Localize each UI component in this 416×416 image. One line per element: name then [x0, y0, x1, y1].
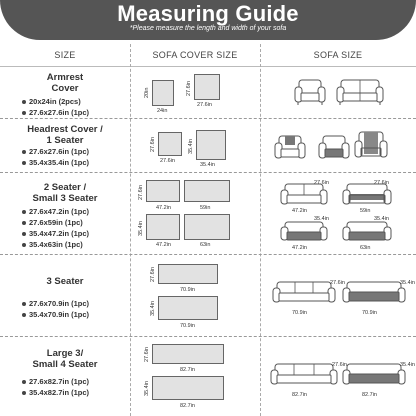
- row-title-line: 2 Seater /: [43, 182, 87, 193]
- cover-dim-label: 20in: [144, 87, 150, 98]
- sofa-dim-label: 35.4in: [400, 362, 415, 368]
- row-divider: [0, 254, 416, 255]
- cover-dim-label: 35.4in: [188, 139, 194, 154]
- row-title-3-seater: [0, 276, 130, 287]
- cover-dim-label: 35.4in: [200, 162, 215, 168]
- header-banner: [0, 0, 416, 40]
- loveseat-covered-icon: [342, 220, 392, 244]
- cover-dim-label: 27.6in: [138, 185, 144, 200]
- sofa-dim-label: 47.2in: [292, 208, 307, 214]
- cover-swatch: [196, 130, 226, 160]
- sofa-dim-label: 35.4in: [374, 216, 389, 222]
- cover-dim-label: 70.9in: [180, 287, 195, 293]
- row-title-2-seater: [0, 182, 130, 204]
- size-list: [22, 376, 89, 398]
- page-title: Measuring Guide: [117, 1, 299, 26]
- sofa-dim-label: 35.4in: [400, 280, 415, 286]
- armchair-icon: [294, 78, 326, 106]
- sofa-dim-label: 70.9in: [292, 310, 307, 316]
- sofa-dim-label: 59in: [360, 208, 371, 214]
- armchair-headrest-icon: [274, 134, 306, 162]
- cover-swatch: [184, 180, 230, 202]
- armchair-icon: [318, 134, 350, 162]
- cover-dim-label: 82.7in: [180, 403, 195, 409]
- column-divider-2: [260, 44, 261, 416]
- cover-dim-label: 27.6in: [150, 267, 156, 282]
- size-item: 27.6x47.2in (1pc): [22, 206, 89, 217]
- three-seater-icon: [272, 280, 336, 306]
- four-seater-covered-icon: [342, 362, 406, 388]
- page-subtitle: *Please measure the length and width of your sofa: [129, 25, 287, 32]
- row-title-line: 1 Seater: [46, 135, 84, 146]
- cover-dim-label: 82.7in: [180, 367, 195, 373]
- row-title-line: Small 4 Seater: [32, 359, 98, 370]
- cover-dim-label: 35.4in: [150, 301, 156, 316]
- cover-swatch: [158, 132, 182, 156]
- sofa-dim-label: 27.6in: [314, 180, 329, 186]
- row-title-headrest: [0, 124, 130, 146]
- size-list: [22, 96, 89, 118]
- size-item: 27.6x70.9in (1pc): [22, 298, 89, 309]
- row-title-line: 3 Seater: [46, 276, 84, 287]
- cover-dim-label: 63in: [200, 242, 211, 248]
- cover-dim-label: 27.6in: [150, 137, 156, 152]
- sofa-dim-label: 47.2in: [292, 245, 307, 251]
- column-header-size: SIZE: [54, 50, 76, 60]
- four-seater-icon: [270, 362, 338, 388]
- loveseat-icon: [336, 78, 384, 106]
- cover-dim-label: 24in: [157, 108, 168, 114]
- size-item: 27.6x27.6in (1pc): [22, 146, 89, 157]
- row-divider: [0, 118, 416, 119]
- size-item: 20x24in (2pcs): [22, 96, 89, 107]
- sofa-dim-label: 70.9in: [362, 310, 377, 316]
- column-header-sofa: SOFA SIZE: [313, 50, 363, 60]
- row-title-line: Armrest: [46, 72, 84, 83]
- cover-swatch: [184, 214, 230, 240]
- sofa-dim-label: 27.6in: [332, 362, 347, 368]
- cover-dim-label: 35.4in: [138, 221, 144, 236]
- cover-swatch: [152, 80, 174, 106]
- three-seater-covered-icon: [342, 280, 406, 306]
- cover-dim-label: 27.6in: [160, 158, 175, 164]
- cover-swatch: [158, 296, 218, 320]
- sofa-dim-label: 27.6in: [330, 280, 345, 286]
- cover-dim-label: 35.4in: [144, 381, 150, 396]
- size-list: [22, 298, 89, 320]
- size-item: 35.4x70.9in (1pc): [22, 309, 89, 320]
- size-item: 27.6x82.7in (1pc): [22, 376, 89, 387]
- sofa-dim-label: 63in: [360, 245, 371, 251]
- cover-dim-label: 70.9in: [180, 323, 195, 329]
- size-item: 35.4x63in (1pc): [22, 239, 89, 250]
- cover-dim-label: 59in: [200, 205, 211, 211]
- cover-swatch: [146, 214, 180, 240]
- row-title-line: Headrest Cover /: [27, 124, 103, 135]
- size-item: 35.4x35.4in (1pc): [22, 157, 89, 168]
- sofa-dim-label: 82.7in: [292, 392, 307, 398]
- cover-swatch: [146, 180, 180, 202]
- loveseat-icon: [280, 220, 328, 244]
- sofa-dim-label: 27.6in: [374, 180, 389, 186]
- sofa-dim-label: 82.7in: [362, 392, 377, 398]
- armchair-covered-icon: [354, 130, 388, 162]
- size-item: 27.6x27.6in (1pc): [22, 107, 89, 118]
- cover-dim-label: 47.2in: [156, 242, 171, 248]
- size-list: [22, 146, 89, 168]
- cover-dim-label: 27.6in: [197, 102, 212, 108]
- cover-swatch: [158, 264, 218, 284]
- header-divider: [0, 66, 416, 67]
- size-item: 27.6x59in (1pc): [22, 217, 89, 228]
- row-title-line: Large 3/: [46, 348, 84, 359]
- row-title-line: Small 3 Seater: [32, 193, 98, 204]
- cover-swatch: [152, 376, 224, 400]
- cover-dim-label: 27.6in: [144, 347, 150, 362]
- size-list: [22, 206, 89, 250]
- row-divider: [0, 172, 416, 173]
- row-divider: [0, 336, 416, 337]
- cover-swatch: [152, 344, 224, 364]
- cover-dim-label: 47.2in: [156, 205, 171, 211]
- column-header-cover: SOFA COVER SIZE: [152, 50, 238, 60]
- column-divider-1: [130, 44, 131, 416]
- row-title-armrest: [0, 72, 130, 94]
- size-item: 35.4x82.7in (1pc): [22, 387, 89, 398]
- cover-dim-label: 27.6in: [186, 81, 192, 96]
- cover-swatch: [194, 74, 220, 100]
- size-item: 35.4x47.2in (1pc): [22, 228, 89, 239]
- row-title-large-3-seater: [0, 348, 130, 370]
- sofa-dim-label: 35.4in: [314, 216, 329, 222]
- row-title-line: Cover: [51, 83, 79, 94]
